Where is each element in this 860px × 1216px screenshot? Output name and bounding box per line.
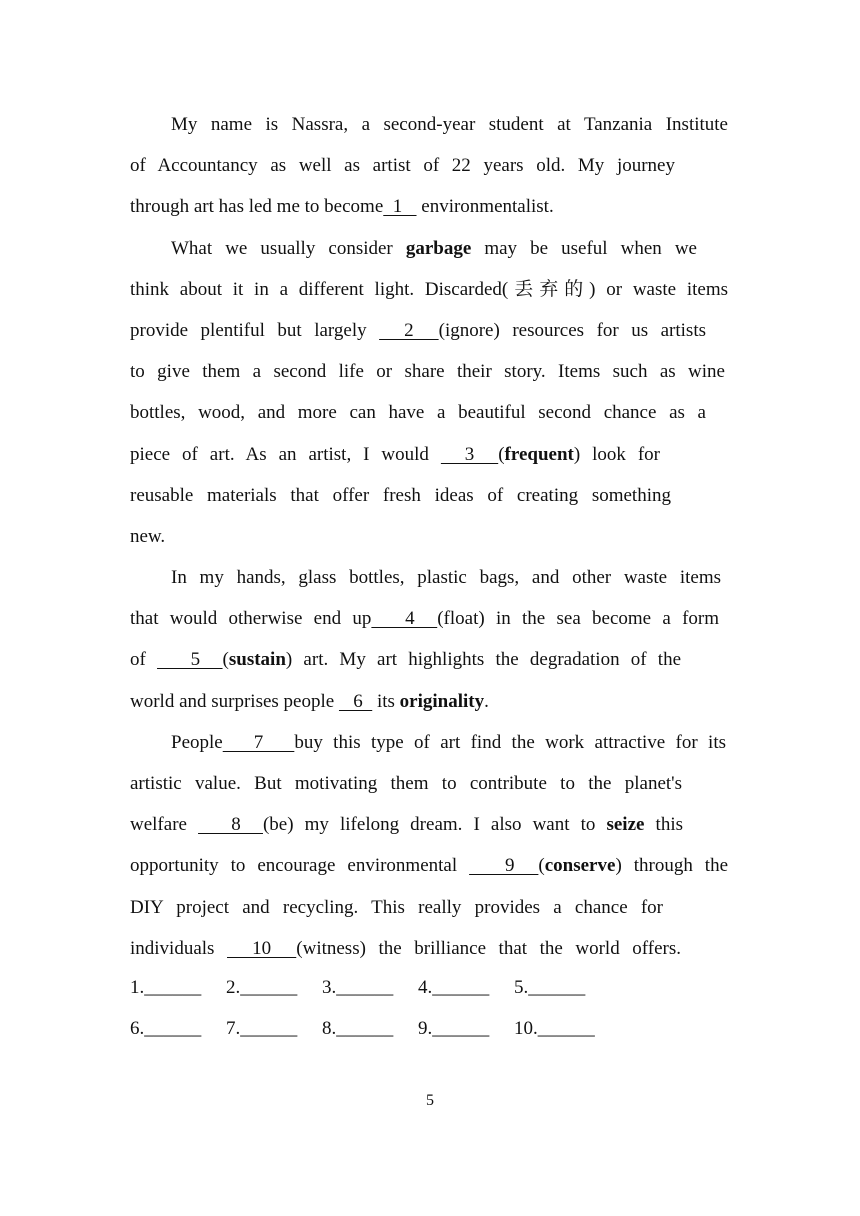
text-span: (ignore) resources for us artists — [438, 319, 706, 341]
text-span: ( — [222, 649, 229, 671]
text-span: environmentalist. — [416, 196, 554, 218]
answer-blank-8[interactable]: 8.______ — [322, 1018, 394, 1039]
blank-10: 10 — [227, 937, 297, 959]
text-span: provide plentiful but largely — [130, 319, 380, 341]
text-span: ( — [538, 855, 545, 877]
text-span: its — [372, 690, 400, 712]
text-span: welfare — [130, 814, 199, 836]
answer-blank-9[interactable]: 9.______ — [418, 1018, 490, 1039]
answer-blank-4[interactable]: 4.______ — [418, 977, 490, 998]
blank-9: 9 — [469, 855, 539, 877]
keyword-conserve: conserve — [544, 855, 616, 877]
answer-blank-10[interactable]: 10.______ — [514, 1018, 595, 1039]
text-span: individuals — [130, 937, 228, 959]
text-span: piece of art. As an artist, I would — [130, 443, 441, 465]
text-span: that would otherwise end up — [130, 608, 372, 630]
p2-line5: bottles, wood, and more can have a beautiful second chance as a — [130, 402, 706, 424]
keyword-frequent: frequent — [504, 443, 574, 465]
blank-4: 4 — [371, 608, 438, 630]
text-span: ) art. My art highlights the degradation of the — [285, 649, 682, 671]
blank-2: 2 — [379, 319, 439, 341]
p3-line1: In my hands, glass bottles, plastic bags, and other waste items — [171, 567, 721, 589]
p4-line2: artistic value. But motivating them to contribute to the planet's — [130, 773, 682, 794]
answer-blank-3[interactable]: 3.______ — [322, 977, 394, 998]
text-span: buy this type of art find the work attractive for its — [294, 731, 727, 753]
answer-blank-1[interactable]: 1.______ — [130, 977, 202, 998]
answer-blank-7[interactable]: 7.______ — [226, 1018, 298, 1039]
blank-7: 7 — [222, 731, 295, 753]
text-span: People — [171, 731, 223, 753]
blank-3: 3 — [440, 443, 499, 465]
p3-line3 — [130, 639, 681, 680]
answer-blank-2[interactable]: 2.______ — [226, 977, 298, 998]
text-span: (be) my lifelong dream. I also want to — [262, 814, 607, 836]
text-span: world and surprises people — [130, 690, 339, 712]
blank-1: 1 — [383, 196, 417, 218]
p2-line1 — [130, 228, 697, 269]
text-span: (float) in the sea become a form — [437, 608, 719, 630]
p1-line2: of Accountancy as well as artist of 22 years old. My journey — [130, 155, 675, 177]
text-span: may be useful when we — [471, 237, 697, 259]
text-span: (witness) the brilliance that the world offers. — [296, 937, 681, 959]
text-span: ( — [498, 443, 505, 465]
p2-line2: think about it in a different light. Discarded(丢弃的) or waste items — [130, 278, 728, 300]
p2-line7: reusable materials that offer fresh ideas of creating something — [130, 484, 671, 506]
p4-line4 — [130, 845, 728, 886]
p1-line1: My name is Nassra, a second-year student at Tanzania Institute — [171, 114, 728, 135]
p4-line5: DIY project and recycling. This really provides a chance for — [130, 896, 663, 918]
keyword-sustain: sustain — [228, 649, 286, 671]
p3-line4 — [130, 681, 728, 722]
answer-blank-5[interactable]: 5.______ — [514, 977, 586, 998]
blank-8: 8 — [198, 814, 263, 836]
text-span: this — [644, 814, 683, 836]
text-span: ) look for — [573, 443, 661, 465]
p3-line2 — [130, 598, 719, 639]
keyword-seize: seize — [606, 814, 645, 836]
text-span: opportunity to encourage environmental — [130, 855, 470, 877]
answer-blank-6[interactable]: 6.______ — [130, 1018, 202, 1039]
p4-line3 — [130, 804, 683, 845]
p2-line3 — [130, 310, 706, 351]
blank-5: 5 — [157, 649, 223, 671]
text-span: ) through the — [615, 855, 729, 877]
p2-line8: new. — [130, 525, 166, 547]
keyword-garbage: garbage — [405, 237, 472, 259]
page-number: 5 — [426, 1092, 434, 1109]
p1-line3 — [130, 186, 728, 227]
text-span: of — [130, 649, 158, 671]
text-span: through art has led me to become — [130, 196, 384, 218]
text-span: What we usually consider — [171, 237, 406, 259]
cloze-passage — [130, 104, 728, 969]
p4-line6 — [130, 928, 681, 969]
keyword-originality: originality — [399, 690, 485, 712]
p2-line4: to give them a second life or share their story. Items such as wine — [130, 361, 725, 383]
p2-line6 — [130, 434, 660, 475]
blank-6: 6 — [338, 690, 373, 712]
text-span: . — [484, 690, 489, 712]
p4-line1 — [130, 722, 726, 763]
